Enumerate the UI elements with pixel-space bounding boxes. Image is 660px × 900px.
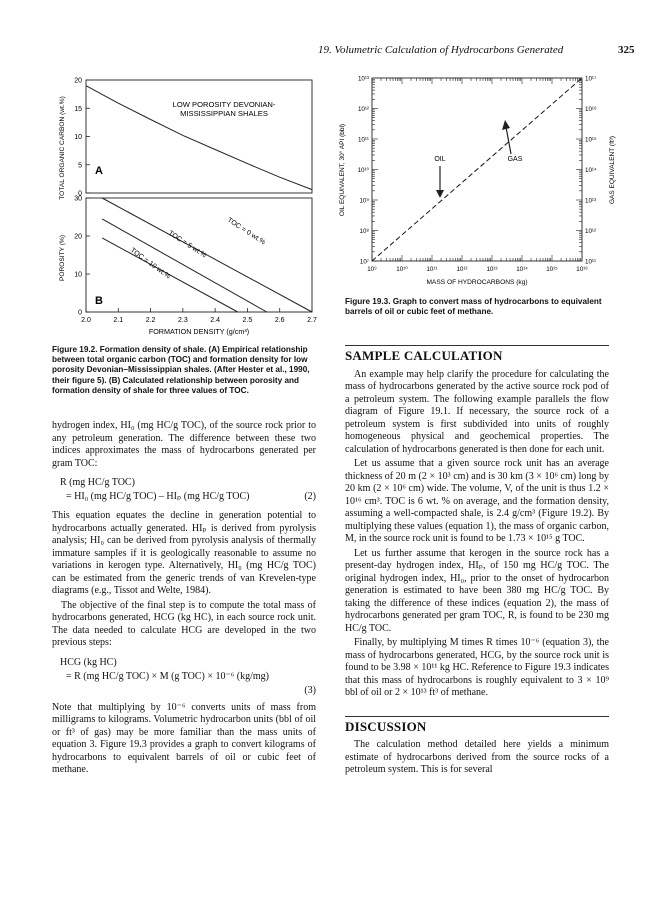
- paragraph-sample-2: Let us assume that a given source rock unit has an average thickness of 20 m (2 × 10³ cm) and is 30 km (3 × 10⁶ cm) long by 20 km (2 × 10⁶ cm) wide. The volume, V, of the unit is thus 1.2 × 10¹⁶ cm³. TOC is 6 wt. % on average, and the formation density, assuming a well-compacted shale, is 2.4 g/cm³ (Figure 19.2). By multiplying these values (equation 1), the mass of organic carbon, M, in the source rock unit is found to be 1.73 × 10¹⁵ g TOC.: [345, 458, 609, 544]
- oil-tick-label: 10⁷: [359, 258, 369, 266]
- gas-tick-label: 10¹⁴: [585, 167, 597, 174]
- panel-b-y-ticks: [74, 196, 90, 317]
- gas-tick-label: 10¹⁶: [585, 106, 597, 113]
- mass-axis-label: MASS OF HYDROCARBONS (kg): [426, 279, 528, 286]
- paragraph-hydrogen-index: hydrogen index, HI₀ (mg HC/g TOC), of the source rock prior to any petroleum generation. The difference between these two indices approximates the mass of hydrocarbons generated per gram TOC:: [52, 420, 316, 469]
- panel-b-tick-label: 0: [78, 309, 82, 317]
- equation-2-line1: R (mg HC/g TOC): [60, 477, 135, 488]
- gas-tick-label: 10¹⁷: [585, 75, 597, 83]
- heading-sample-calculation: SAMPLE CALCULATION: [345, 345, 609, 363]
- right-column: [345, 345, 609, 779]
- equation-3-line1: HCG (kg HC): [60, 656, 117, 668]
- oil-label: OIL: [434, 156, 446, 163]
- equation-2-number: (2): [304, 491, 316, 502]
- equation-3: [60, 656, 316, 698]
- x-axis-label: FORMATION DENSITY (g/cm³): [148, 327, 250, 336]
- mass-tick-label: 10⁹: [367, 266, 377, 273]
- panel-a-y-ticks: [74, 78, 90, 198]
- equation-3-line2: = R (mg HC/g TOC) × M (g TOC) × 10⁻⁶ (kg/mg): [66, 670, 270, 682]
- panel-b-tick-label: 20: [74, 233, 82, 241]
- gas-tick-label: 10¹²: [585, 228, 597, 235]
- equation-2-line2: = HI₀ (mg HC/g TOC) – HIₚ (mg HC/g TOC): [66, 491, 250, 502]
- equation-2-row: [60, 490, 316, 504]
- label-toc-5: TOC = 5 wt.%: [166, 229, 208, 260]
- left-column: [52, 420, 316, 779]
- equation-3-number: (3): [304, 684, 316, 696]
- gas-tick-label: 10¹³: [585, 197, 597, 205]
- equation-2: [60, 476, 316, 504]
- oil-arrowhead: [436, 190, 444, 198]
- paragraph-discussion: The calculation method detailed here yields a minimum estimate of hydrocarbons derived from the source rocks of a petroleum system. This is for several: [345, 739, 609, 775]
- shale-annotation-line1: LOW POROSITY DEVONIAN-: [172, 100, 276, 109]
- oil-tick-label: 10¹¹: [357, 136, 369, 144]
- gas-line: [372, 78, 582, 261]
- gas-arrow: [506, 127, 511, 154]
- gas-arrowhead: [502, 120, 510, 130]
- figure-19-3-caption: Figure 19.3. Graph to convert mass of hydrocarbons to equivalent barrels of oil or cubic feet of methane.: [345, 297, 602, 317]
- oil-tick-label: 10¹²: [357, 106, 369, 113]
- panel-a-tick-label: 20: [74, 77, 82, 85]
- oil-axis-label: OIL EQUIVALENT, 30° API (bbl): [339, 123, 346, 217]
- panel-b-y-axis-label: POROSITY (%): [59, 234, 66, 282]
- panel-b-tick-label: 30: [74, 195, 82, 203]
- shale-annotation-line2: MISSISSIPPIAN SHALES: [180, 109, 268, 118]
- mass-tick-label: 10¹²: [456, 266, 468, 273]
- label-toc-10: TOC = 10 wt.%: [128, 246, 172, 281]
- mass-tick-label: 10¹³: [486, 266, 498, 273]
- gas-label: GAS: [507, 156, 523, 163]
- paragraph-objective: The objective of the final step is to compute the total mass of hydrocarbons generated, HCG (kg HC), in each source rock unit. The data needed to calculate HCG are developed in the two previous steps:: [52, 599, 316, 648]
- paragraph-sample-1: An example may help clarify the procedure for calculating the mass of hydrocarbons generated by the active source rock pod of a petroleum system. The following example parallels the flow diagram of Figure 19.1. If necessary, the source rock of a petroleum system is first subdivided into units of roughly homogeneous physical and geochemical properties. The calculation of hydrocarbons generated is then done for each unit.: [345, 368, 609, 455]
- x-tick-label: 2.0: [81, 317, 91, 324]
- oil-tick-label: 10¹³: [357, 75, 369, 83]
- panel-b-label: B: [95, 295, 103, 307]
- oil-tick-label: 10⁹: [359, 197, 369, 205]
- paragraph-unit-note: Note that multiplying by 10⁻⁶ converts units of mass from milligrams to kilograms. Volumetric hydrocarbon units (bbl of oil or ft³ of gas) may be more familiar than the mass units of equation 3. Figure 19.3 provides a graph to convert kilograms of hydrocarbons to equivalent barrels of oil or cubic feet of methane.: [52, 701, 316, 775]
- paragraph-sample-3: Let us further assume that kerogen in the source rock has a present-day hydrogen index, HIₚ, of 150 mg HC/g TOC. The original hydrogen index, HI₀, prior to the onset of hydrocarbon generation is estimated to have been 380 mg HC/g TOC. By taking the difference of these indices (equation 2), the mass of hydrocarbons generated per gram TOC, R, is found to be 230 mg HC/g TOC.: [345, 547, 609, 634]
- x-tick-label: 2.6: [274, 317, 285, 324]
- panel-a-y-axis-label: TOTAL ORGANIC CARBON (wt.%): [59, 96, 66, 200]
- mass-tick-label: 10¹¹: [426, 266, 438, 273]
- panel-a-label: A: [95, 165, 103, 177]
- gas-tick-label: 10¹⁵: [585, 136, 597, 144]
- mass-tick-label: 10¹⁵: [546, 266, 558, 273]
- panel-a-tick-label: 0: [78, 190, 82, 198]
- oil-tick-label: 10¹⁰: [357, 167, 369, 174]
- panel-a-tick-label: 10: [74, 134, 82, 141]
- panel-a-tick-label: 5: [78, 162, 82, 170]
- gas-tick-label: 10¹¹: [585, 258, 597, 266]
- mass-tick-label: 10¹⁰: [396, 266, 408, 273]
- mass-tick-label: 10¹⁶: [576, 266, 588, 273]
- oil-tick-label: 10⁸: [359, 228, 369, 235]
- figure-19-2: [52, 70, 322, 338]
- label-toc-0: TOC = 0 wt.%: [225, 216, 267, 247]
- conversion-tick-labels: [358, 76, 597, 274]
- panel-b-tick-label: 10: [74, 271, 82, 279]
- x-tick-label: 2.7: [307, 317, 317, 324]
- figure-19-3: [330, 70, 620, 292]
- x-tick-label: 2.1: [113, 317, 124, 324]
- x-tick-label: 2.5: [242, 317, 253, 324]
- heading-discussion: DISCUSSION: [345, 716, 609, 734]
- paragraph-sample-4: Finally, by multiplying M times R times 10⁻⁶ (equation 3), the mass of hydrocarbons generated, HCG, by the source rock unit is found to be 3.98 × 10¹¹ kg HC. Reference to Figure 19.3 indicates that this mass of hydrocarbons is roughly equivalent to 3 × 10⁹ bbl of oil or 2 × 10¹³ ft³ of methane.: [345, 637, 609, 698]
- x-tick-label: 2.4: [210, 317, 221, 324]
- page-number: 325: [618, 44, 635, 56]
- running-header-title: 19. Volumetric Calculation of Hydrocarbons Generated: [318, 44, 564, 56]
- x-tick-label: 2.3: [177, 317, 188, 324]
- figure-19-2-caption: Figure 19.2. Formation density of shale. (A) Empirical relationship between total organic carbon (TOC) and formation density for low porosity Devonian–Mississippian shales. (After Hester et al., 1990, their figure 5). (B) Calculated relationship between porosity and formation density of shale for three values of TOC.: [52, 345, 310, 395]
- mass-tick-label: 10¹⁴: [516, 266, 528, 273]
- paragraph-equation-explain: This equation equates the decline in generation potential to hydrocarbons actually generated. HIₚ is derived from pyrolysis analysis; HI₀ can be derived from pyrolysis analysis of thermally immature samples if it is geologically reasonable to assume no variations in kerogen type. Alternatively, HI₀ (mg HC/g TOC) can be estimated from the generic trends of van Krevelen-type diagrams (e.g., Tissot and Welte, 1984).: [52, 510, 316, 596]
- panel-a-tick-label: 15: [74, 105, 82, 113]
- x-tick-label: 2.2: [145, 317, 156, 324]
- x-axis-ticks: [81, 308, 317, 324]
- gas-axis-label: GAS EQUIVALENT (ft³): [609, 135, 616, 205]
